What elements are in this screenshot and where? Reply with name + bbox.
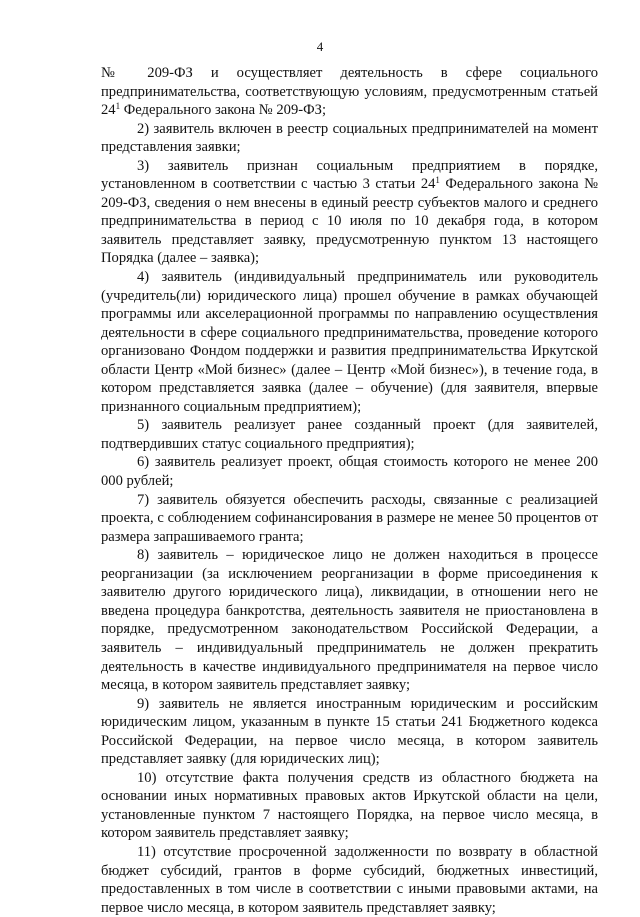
page-number: 4 [316, 39, 324, 54]
paragraph-item-3: 3) заявитель признан социальным предприятием в порядке, установленном в соответствии с частью 3 статьи $24^1$ Федерального закона № 209-ФЗ, сведения о нем внесены в единый реестр субъектов малого и среднего предпринимательства в период с 10 июля по 10 декабря года, в котором заявитель представляет заявку, предусмотренную пунктом 13 настоящего Порядка (далее – заявка); [101, 157, 598, 267]
paragraph-item-7: 7) заявитель обязуется обеспечить расходы, связанные с реализацией проекта, с соблюдением софинансирования в размере не менее 50 процентов от размера запрашиваемого гранта; [101, 491, 598, 545]
paragraph-item-9: 9) заявитель не является иностранным юридическим и российским юридическим лицом, указанным в пункте 15 статьи 241 Бюджетного кодекса Российской Федерации, на первое число месяца, в котором заявитель представляет заявку (для юридических лиц); [101, 695, 598, 768]
paragraph-item-4: 4) заявитель (индивидуальный предприниматель или руководитель (учредитель(ли) юридического лица) прошел обучение в рамках обучающей программы или акселерационной программы по направлению осуществления деятельности в сфере социального предпринимательства, проведение которого организовано Фондом поддержки и развития предпринимательства Иркутской области Центр «Мой бизнес» (далее – Центр «Мой бизнес»), в течение года, в котором представляется заявка (далее – обучение) (для заявителя, впервые признанного социальным предприятием); [101, 269, 598, 415]
document-body [101, 64, 598, 917]
paragraph-continuation: № 209-ФЗ и осуществляет деятельность в сфере социального предпринимательства, соответствующую условиям, предусмотренным статьей $24^1$ Федерального закона № 209-ФЗ; [101, 65, 598, 119]
paragraph-item-2: 2) заявитель включен в реестр социальных предпринимателей на момент представления заявки; [101, 120, 598, 156]
paragraph-item-11: 11) отсутствие просроченной задолженности по возврату в областной бюджет субсидий, грантов в форме субсидий, бюджетных инвестиций, предоставленных в том числе в соответствии с иными правовыми актами, на первое число месяца, в котором заявитель представляет заявку; [101, 843, 598, 916]
paragraph-item-8: 8) заявитель – юридическое лицо не должен находиться в процессе реорганизации (за исключением реорганизации в форме присоединения к заявителю другого юридического лица), ликвидации, в отношении него не введена процедура банкротства, деятельность заявителя не приостановлена в порядке, предусмотренном законодательством Российской Федерации, а заявитель – индивидуальный предприниматель не должен прекратить деятельность в качестве индивидуального предпринимателя на первое число месяца, в котором заявитель представляет заявку; [101, 547, 598, 694]
paragraph-item-10: 10) отсутствие факта получения средств из областного бюджета на основании иных нормативных правовых актов Иркутской области на цели, установленные пунктом 7 настоящего Порядка, на первое число месяца, в котором заявитель представляет заявку; [101, 769, 598, 842]
paragraph-item-6: 6) заявитель реализует проект, общая стоимость которого не менее 200 000 рублей; [101, 454, 598, 490]
paragraph-item-5: 5) заявитель реализует ранее созданный проект (для заявителей, подтвердивших статус социального предприятия); [101, 417, 598, 452]
